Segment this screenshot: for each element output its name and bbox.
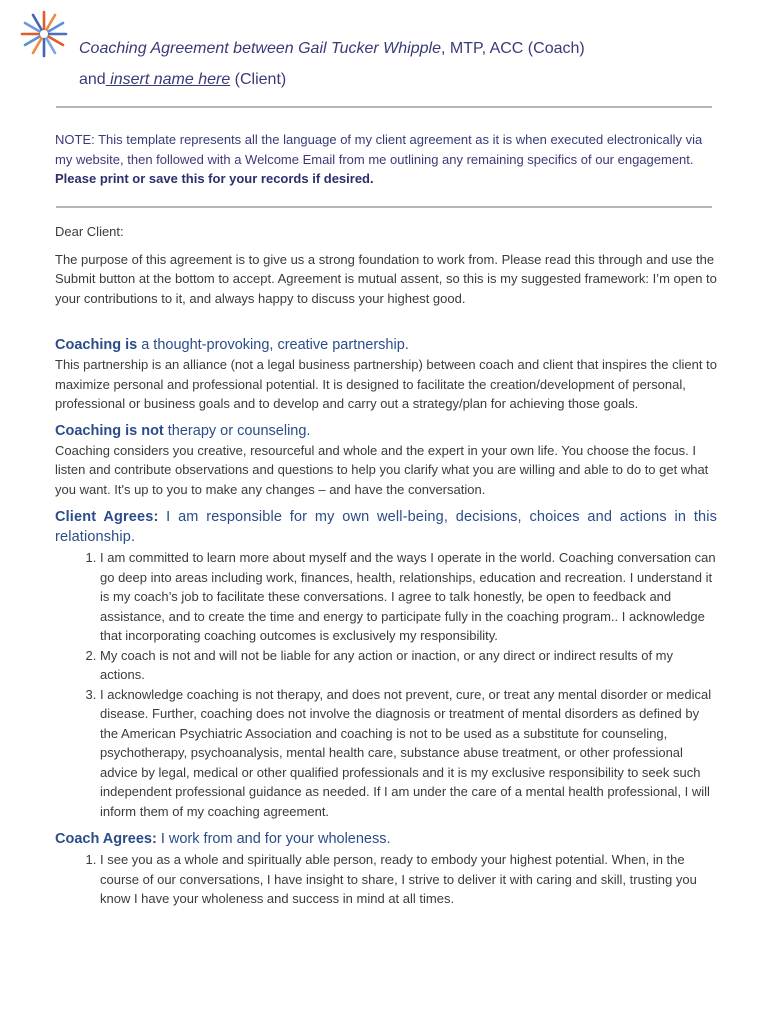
divider-top [56, 106, 712, 108]
client-name-placeholder[interactable]: insert name here [105, 71, 231, 88]
client-agrees-list [55, 548, 717, 821]
list-item: 3. I acknowledge coaching is not therapy, and does not prevent, cure, or treat any mental disorder or medical disease. Further, coaching does not involve the diagnosis or treatment of mental disorders as defined by the American Psychiatric Association and coaching is not to be used as a substitute for counseling, psychotherapy, psychoanalysis, mental health care, substance abuse treatment, or other professional advice by legal, medical or other qualified professionals and it is my exclusive responsibility to seek such independent professional guidance as needed. If I am under the care of a mental health professional, I will inform them of my coaching agreement. [100, 685, 717, 822]
heading-bold: Coach Agrees: [55, 831, 157, 847]
note-bold: Please print or save this for your records if desired. [55, 171, 374, 186]
coach-agrees-list [55, 850, 717, 909]
section-heading-client-agrees [55, 507, 717, 547]
section-text-partnership: This partnership is an alliance (not a legal business partnership) between coach and client that inspires the client to maximize personal and professional potential. It is designed to facilitate the creation/development of personal, professional or business goals and to develop and carry out a strategy/plan for achieving those goals. [55, 357, 717, 411]
header-line-1 [79, 33, 585, 64]
heading-rest: I am responsible for my own well-being, decisions, choices and actions in this relationship. [55, 509, 717, 545]
heading-bold: Client Agrees: [55, 509, 159, 525]
list-item: 1. I see you as a whole and spiritually able person, ready to embody your highest potential. When, in the course of our conversations, I have insight to share, I strive to deliver it with caring and skill, trusting you know I have your wholeness and success in mind at all times. [100, 850, 717, 909]
starburst-logo-icon [20, 10, 68, 58]
template-note [55, 130, 715, 189]
heading-rest: therapy or counseling. [163, 422, 311, 439]
heading-bold: Coaching is [55, 337, 138, 353]
heading-rest: I work from and for your wholeness. [156, 831, 391, 847]
section-heading-not-therapy [55, 421, 717, 441]
list-item: 2. My coach is not and will not be liable for any action or inaction, or any direct or indirect results of my actions. [100, 646, 717, 685]
header-client-label: (Client) [230, 71, 287, 88]
document-header [79, 33, 585, 95]
header-title: Coaching Agreement between Gail Tucker Whipple [79, 40, 441, 57]
agreement-body [55, 222, 717, 909]
header-line-2 [79, 64, 585, 95]
section-heading-coach-agrees [55, 829, 717, 849]
note-text: NOTE: This template represents all the language of my client agreement as it is when executed electronically via my website, then followed with a Welcome Email from me outlining any remaining specifics of our engagement. [55, 132, 703, 167]
greeting: Dear Client: [55, 224, 124, 239]
heading-rest: a thought-provoking, creative partnership. [137, 337, 409, 353]
header-and: and [79, 71, 106, 88]
heading-bold: Coaching is not [55, 422, 164, 439]
section-text-not-therapy: Coaching considers you creative, resourceful and whole and the expert in your own life. You choose the focus. I listen and contribute observations and questions to help you clarify what you are willing and able to do to get what you want. It's up to you to make any changes – and have the conversation. [55, 442, 709, 497]
divider-bottom [56, 206, 712, 208]
header-credentials: , MTP, ACC (Coach) [440, 40, 585, 57]
intro-paragraph: The purpose of this agreement is to give us a strong foundation to work from. Please read this through and use the Submit button at the bottom to accept. Agreement is mutual assent, so this is my suggested framework: I’m open to your contributions to it, and always happy to discuss your highest good. [55, 251, 717, 306]
list-item: 1. I am committed to learn more about myself and the ways I operate in the world. Coaching conversation can go deep into areas including work, finances, health, relationships, education and recreation. I understand it is my coach’s job to facilitate these conversations. I agree to talk honestly, be open to feedback and assistance, and to create the time and energy to participate fully in the coaching program.. I acknowledge that incorporating coaching outcomes is exclusively my responsibility. [100, 548, 717, 646]
section-heading-partnership [55, 335, 717, 355]
